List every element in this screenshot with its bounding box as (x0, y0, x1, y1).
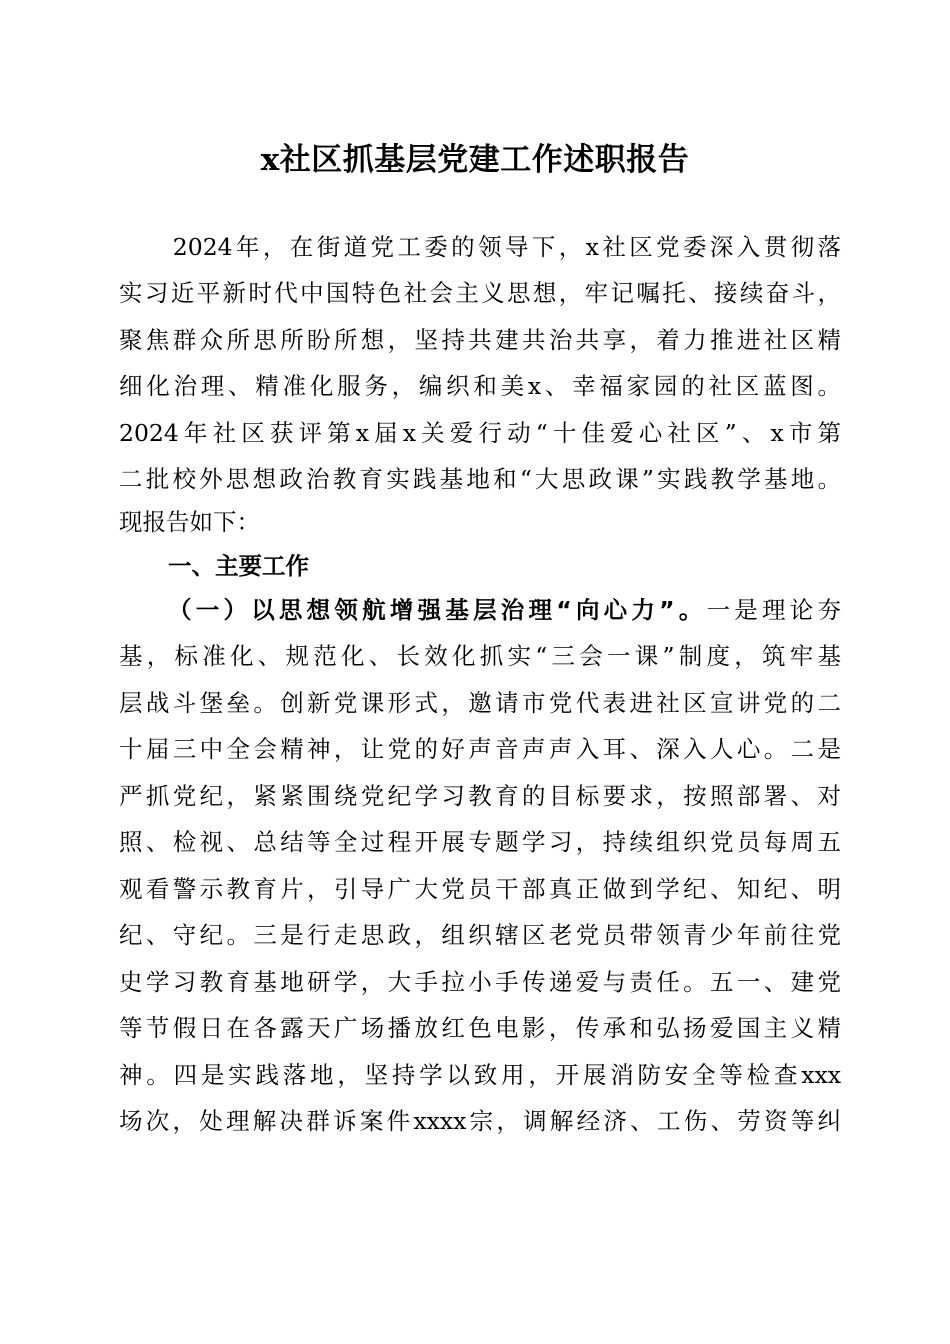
body-line: 史学习教育基地研学，大手拉小手传递爱与责任。五一、建党 (119, 968, 841, 996)
body-line: 纪、守纪。三是行走思政，组织辖区老党员带领青少年前往党 (119, 921, 841, 949)
sub-heading-rest: 一是理论夯 (706, 596, 842, 624)
body-line: 层战斗堡垒。创新党课形式，邀请市党代表进社区宣讲党的二 (119, 689, 841, 717)
section-heading: 一、主要工作 (168, 552, 309, 580)
intro-line: 细化治理、精准化服务，编织和美x、幸福家园的社区蓝图。 (119, 372, 841, 400)
body-line: 照、检视、总结等全过程开展专题学习，持续组织党员每周五 (119, 828, 841, 856)
sub-heading: （一）以思想领航增强基层治理“向心力”。 (168, 596, 707, 624)
intro-line: 2024年社区获评第x届x关爱行动“十佳爱心社区”、x市第 (119, 419, 841, 447)
body-line: 观看警示教育片，引导广大党员干部真正做到学纪、知纪、明 (119, 875, 841, 903)
intro-line: 实习近平新时代中国特色社会主义思想，牢记嘱托、接续奋斗， (119, 279, 841, 307)
body-line: 神。四是实践落地，坚持学以致用，开展消防安全等检查xxx (119, 1061, 841, 1089)
intro-line: 二批校外思想政治教育实践基地和“大思政课”实践教学基地。 (119, 465, 841, 493)
intro-line: 聚焦群众所思所盼所想，坚持共建共治共享，着力推进社区精 (119, 326, 841, 354)
body-line: 严抓党纪，紧紧围绕党纪学习教育的目标要求，按照部署、对 (119, 782, 841, 810)
sub-heading-line (168, 590, 841, 630)
body-line: 十届三中全会精神，让党的好声音声声入耳、深入人心。二是 (119, 735, 841, 763)
intro-line: 现报告如下： (119, 508, 260, 536)
document-title: x社区抓基层党建工作述职报告 (260, 142, 690, 178)
body-line: 场次，处理解决群诉案件xxxx宗，调解经济、工伤、劳资等纠 (119, 1107, 841, 1135)
body-line: 基，标准化、规范化、长效化抓实“三会一课”制度，筑牢基 (119, 642, 841, 670)
body-line: 等节假日在各露天广场播放红色电影，传承和弘扬爱国主义精 (119, 1014, 841, 1042)
intro-line: 2024年，在街道党工委的领导下，x社区党委深入贯彻落 (119, 233, 841, 261)
